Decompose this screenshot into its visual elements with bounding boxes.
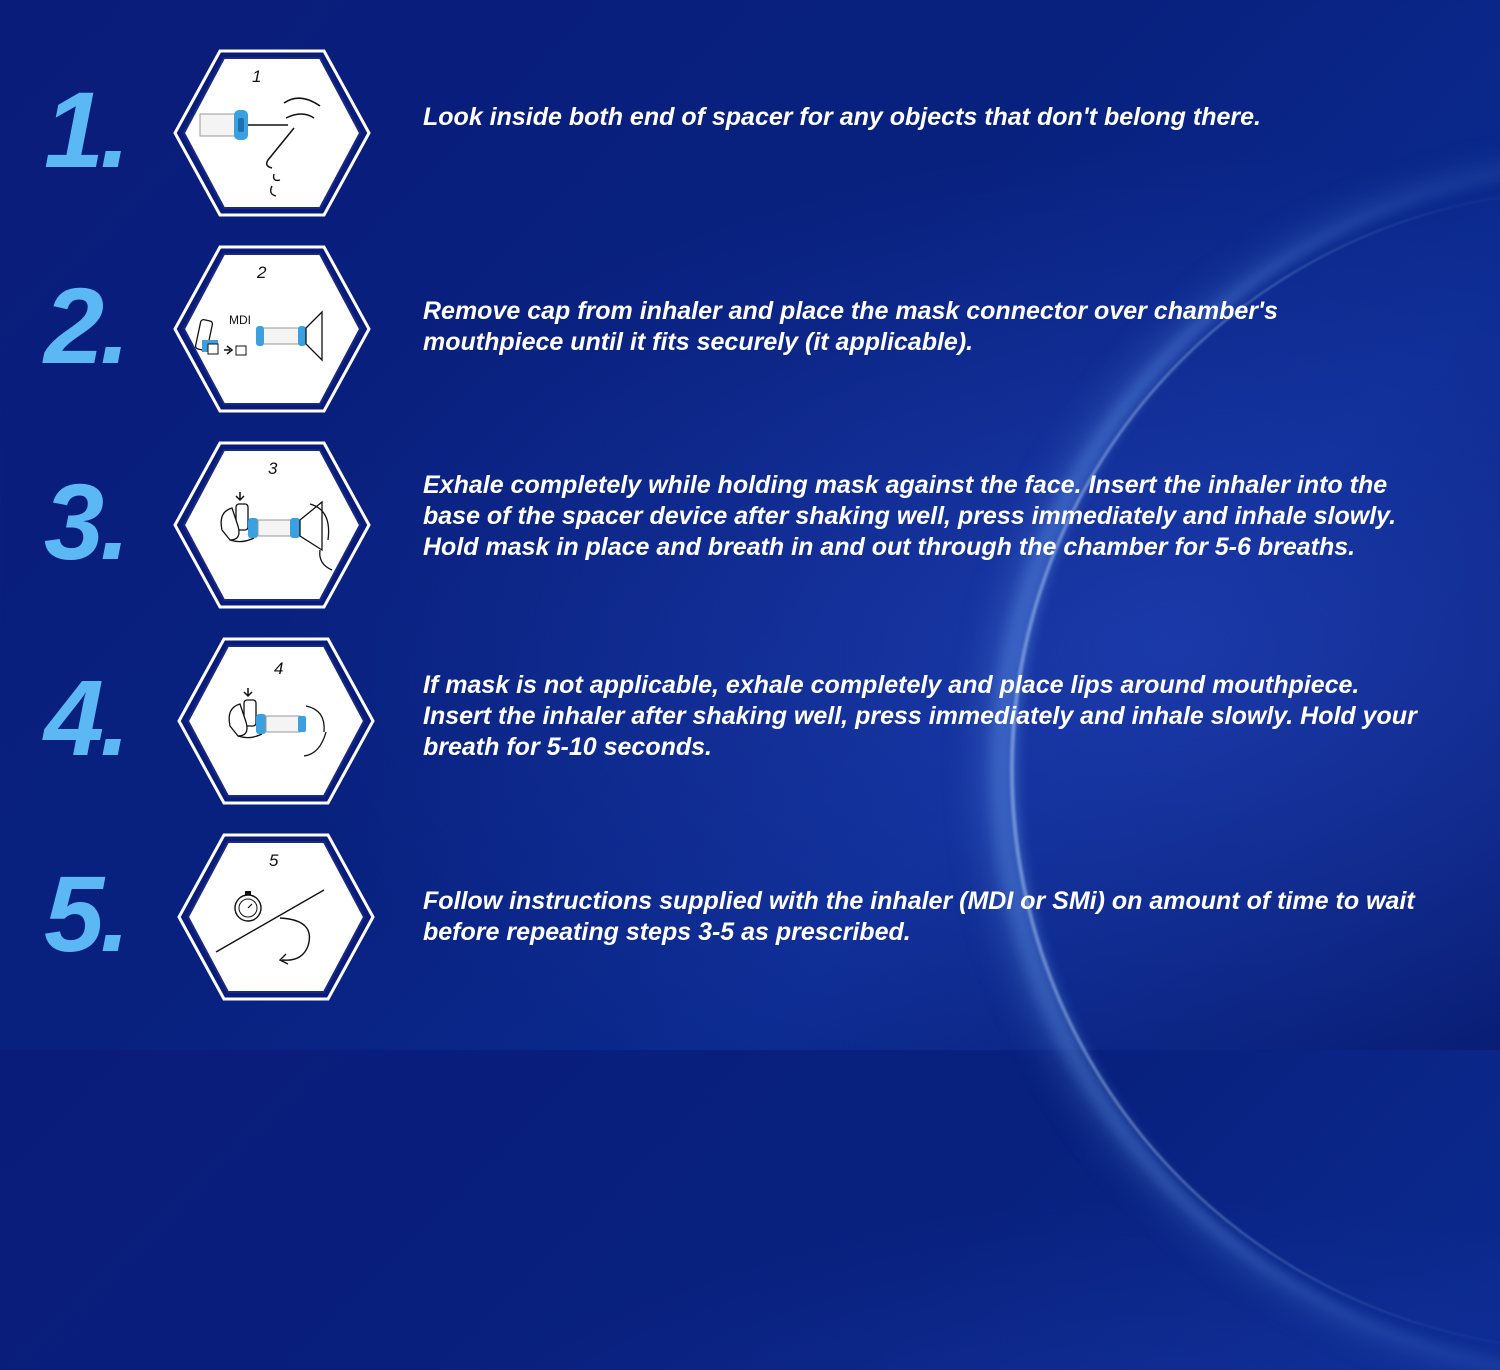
step-4-illustration xyxy=(176,636,376,806)
step-1-text: Look inside both end of spacer for any objects that don't belong there. xyxy=(423,103,1261,131)
step-2-icon-label: 2 xyxy=(257,263,267,282)
step-5-number: 5. xyxy=(44,853,127,974)
step-3 xyxy=(0,440,1500,636)
step-1 xyxy=(0,48,1500,244)
step-4 xyxy=(0,636,1500,832)
step-5-illustration xyxy=(176,832,376,1002)
step-1-icon-label: 1 xyxy=(252,67,262,86)
step-3-number: 3. xyxy=(44,461,127,582)
step-3-illustration xyxy=(172,440,372,610)
step-3-icon-label: 3 xyxy=(268,459,278,478)
step-5 xyxy=(0,832,1500,1028)
step-1-illustration xyxy=(172,48,372,218)
step-2-number: 2. xyxy=(44,265,127,386)
step-2-text: Remove cap from inhaler and place the mask connector over chamber's mouthpiece until it fits securely (it applicable). xyxy=(423,297,1278,356)
step-2 xyxy=(0,244,1500,440)
step-4-icon-label: 4 xyxy=(274,659,284,678)
step-5-icon-label: 5 xyxy=(269,851,279,870)
step-5-text: Follow instructions supplied with the inhaler (MDI or SMi) on amount of time to wait before repeating steps 3-5 as prescribed. xyxy=(423,887,1415,946)
step-4-text: If mask is not applicable, exhale completely and place lips around mouthpiece. Insert the inhaler after shaking well, press immediately and inhale slowly. Hold your breath for 5-10 seconds. xyxy=(423,671,1417,761)
step-3-text: Exhale completely while holding mask against the face. Insert the inhaler into the base of the spacer device after shaking well, press immediately and inhale slowly. Hold mask in place and breath in and out through the chamber for 5-6 breaths. xyxy=(423,471,1397,561)
step-2-illustration xyxy=(172,244,372,414)
mdi-caption: MDI xyxy=(229,313,251,327)
step-1-number: 1. xyxy=(44,69,127,190)
step-4-number: 4. xyxy=(44,657,127,778)
